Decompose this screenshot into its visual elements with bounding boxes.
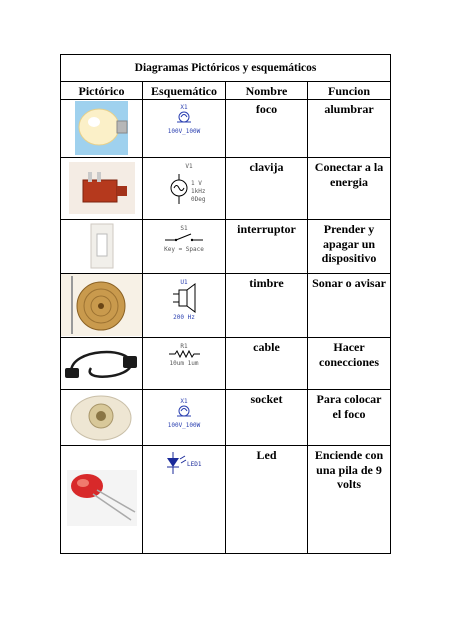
header-nombre: Nombre [226,82,308,100]
schematic-ref: LED1 [187,461,202,468]
table-row [61,274,391,338]
table-row [61,390,391,446]
component-name: timbre [226,274,308,338]
switch-schematic [143,220,226,274]
doorbell-photo [61,274,143,338]
component-name: interruptor [226,220,308,274]
header-funcion: Funcion [308,82,391,100]
schematic-value: 200 Hz [173,314,195,321]
component-name: Led [226,446,308,554]
schematic-value: 100V_100W [167,422,201,429]
component-name: socket [226,390,308,446]
header-row [61,82,391,100]
component-function: Conectar a la energia [308,158,391,220]
red-led-photo [61,446,143,554]
schematic-ref: R1 [180,343,188,350]
schematic-line1: 1 V [191,180,202,187]
component-name: foco [226,100,308,158]
header-esquematico: Esquemático [143,82,226,100]
schematic-line2: 1kHz [191,188,206,195]
wall-switch-photo [61,220,143,274]
bulb-schematic [143,100,226,158]
led-schematic [143,446,226,554]
table-row [61,338,391,390]
component-function: Enciende con una pila de 9 volts [308,446,391,554]
schematic-value: 10um 1um [169,360,199,367]
component-function: Hacer conecciones [308,338,391,390]
schematic-ref: X1 [180,398,188,405]
schematic-ref: X1 [180,104,188,111]
component-function: alumbrar [308,100,391,158]
light-bulb-photo [61,100,143,158]
schematic-line3: 0Deg [191,196,206,203]
table-row [61,158,391,220]
schematic-ref: S1 [180,225,188,232]
table-row [61,100,391,158]
header-pictorico: Pictórico [61,82,143,100]
component-function: Prender y apagar un dispositivo [308,220,391,274]
lamp-socket-photo [61,390,143,446]
table-row [61,446,391,554]
resistor-schematic [143,338,226,390]
schematic-value: 100V_100W [167,128,201,135]
table-title: Diagramas Pictóricos y esquemáticos [61,55,391,82]
plug-photo [61,158,143,220]
component-name: cable [226,338,308,390]
schematic-ref: V1 [185,163,193,170]
component-function: Sonar o avisar [308,274,391,338]
component-name: clavija [226,158,308,220]
voltage-source-schematic [143,158,226,220]
buzzer-schematic [143,274,226,338]
table-row [61,220,391,274]
power-cable-photo [61,338,143,390]
socket-schematic [143,390,226,446]
diagram-table [60,54,391,554]
schematic-ref: U1 [180,279,188,286]
schematic-value: Key = Space [164,246,204,253]
component-function: Para colocar el foco [308,390,391,446]
